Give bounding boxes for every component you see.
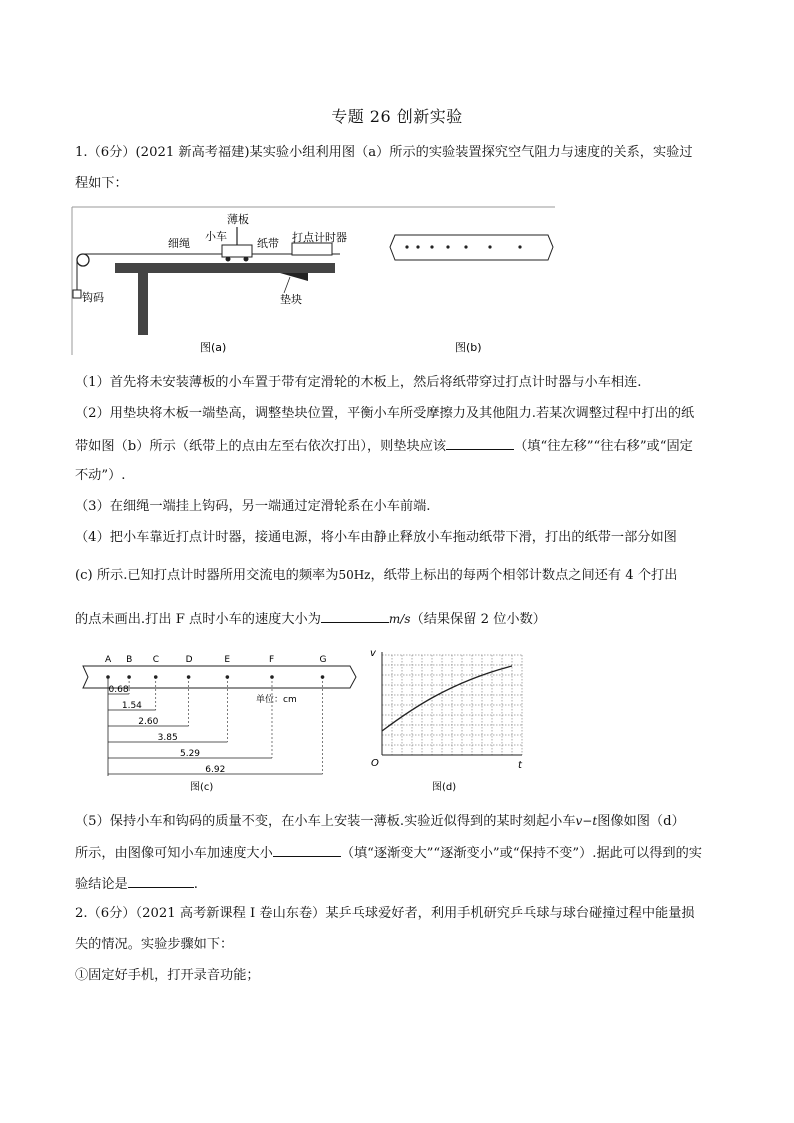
dimension-label: 6.92: [205, 765, 226, 775]
axis-t-label: t: [518, 760, 522, 771]
timer-icon: [292, 243, 332, 255]
label-block: 垫块: [280, 293, 302, 306]
answer-blank-1[interactable]: [446, 435, 514, 450]
q1-step5-line1a: （5）保持小车和钩码的质量不变，在小车上安装一薄板.实验近似得到的某时刻起小车: [75, 814, 576, 829]
q1-step5-line3b: .: [193, 877, 198, 892]
vt-curve: [382, 666, 512, 731]
q1-stem-line2: 程如下：: [75, 176, 128, 191]
q1-step1: （1）首先将未安装薄板的小车置于带有定滑轮的木板上，然后将纸带穿过打点计时器与小车相连.: [75, 375, 642, 390]
q1-step4-line3a: 的点未画出.打出 F 点时小车的速度大小为: [75, 612, 321, 627]
block-icon: [280, 273, 308, 281]
origin-label: O: [371, 758, 379, 769]
q1-step4-line1: （4）把小车靠近打点计时器，接通电源，将小车由静止释放小车拖动纸带下滑，打出的纸带一部分如图: [75, 530, 677, 545]
q2-step1: ①固定好手机，打开录音功能；: [75, 968, 260, 983]
q1-step5-line3a: 验结论是: [75, 877, 128, 892]
q1-step2-line2: [75, 435, 693, 457]
q1-step5-line1: [75, 811, 685, 832]
q1-stem-line1: 1.（6分）(2021 新高考福建)某实验小组利用图（a）所示的实验装置探究空气阻力与速度的关系，实验过: [75, 145, 693, 160]
q2-stem-line2: 失的情况。实验步骤如下：: [75, 937, 234, 952]
q1-step5-line3: [75, 873, 198, 895]
q1-step5-line2b: （填“逐渐变大”“逐渐变小”或“保持不变”）.据此可以得到的实: [340, 846, 702, 861]
q1-unit: m/s: [388, 612, 411, 626]
axis-v-label: v: [370, 648, 376, 659]
figure-d: [370, 648, 530, 796]
q1-step2-line1: （2）用垫块将木板一端垫高，调整垫块位置，平衡小车所受摩擦力及其他阻力.若某次调整过程中打出的纸: [75, 406, 695, 421]
answer-blank-2[interactable]: [321, 608, 389, 623]
label-rope: 细绳: [168, 237, 190, 250]
q1-step4-line3b: （结果保留 2 位小数）: [410, 612, 546, 627]
q1-step5-line2a: 所示，由图像可知小车加速度大小: [75, 846, 273, 861]
tape-point-label-g: G: [319, 655, 327, 665]
dimension-label: 2.60: [138, 717, 159, 727]
q1-step5-line2: [75, 842, 702, 864]
answer-blank-4[interactable]: [128, 873, 194, 888]
caption-b: 图(b): [455, 341, 482, 354]
caption-c: 图(c): [190, 782, 214, 793]
caption-d: 图(d): [432, 782, 457, 793]
weight-icon: [73, 290, 81, 298]
answer-blank-3[interactable]: [273, 842, 341, 857]
q1-step3: （3）在细绳一端挂上钩码，另一端通过定滑轮系在小车前端.: [75, 499, 431, 514]
q1-step4-line2: [75, 565, 677, 586]
q1-freq: 50Hz: [338, 568, 371, 582]
q1-step2-line3: 不动”）.: [75, 468, 126, 483]
q1-step4-line2b: ，纸带上标出的每两个相邻计数点之间还有 4 个打出: [370, 568, 678, 583]
label-tape: 纸带: [257, 237, 279, 250]
q1-step5-line1b: 图像如图（d）: [597, 814, 685, 829]
figure-c: [80, 648, 370, 796]
cart-icon: [222, 245, 252, 257]
tape-point-label-c: C: [152, 655, 160, 665]
tape-point-label-d: D: [185, 655, 193, 665]
q1-step4-line2a: (c) 所示.已知打点计时器所用交流电的频率为: [75, 568, 339, 583]
label-timer: 打点计时器: [292, 231, 347, 244]
dimension-label: 5.29: [179, 749, 201, 759]
label-cart: 小车: [205, 230, 227, 243]
q2-stem-line1: 2.（6分）（2021 高考新课程 I 卷山东卷）某乒乓球爱好者，利用手机研究乒乓球与球台碰撞过程中能量损: [75, 906, 695, 921]
dimension-label: 3.85: [157, 733, 178, 743]
label-plate: 薄板: [227, 213, 249, 226]
table-leg: [138, 273, 148, 335]
tape-point-label-f: F: [268, 655, 275, 665]
tape-point-label-e: E: [224, 655, 231, 665]
tape-c-unit: 单位：cm: [256, 695, 297, 705]
tape-point-label-b: B: [126, 655, 133, 665]
dimension-label: 0.68: [108, 685, 129, 695]
q1-step2-line2b: （填“往左移”“往右移”或“固定: [514, 439, 693, 454]
q1-vt: v−t: [575, 814, 598, 828]
page-title: 专题 26 创新实验: [331, 107, 463, 126]
tape-point-label-a: A: [105, 655, 112, 665]
label-weight: 钩码: [82, 291, 104, 304]
figure-a-b: [70, 205, 560, 357]
pulley-icon: [77, 254, 89, 266]
board: [115, 263, 335, 273]
dimension-label: 1.54: [121, 701, 142, 711]
q1-step4-line3: [75, 608, 546, 630]
caption-a: 图(a): [200, 341, 227, 354]
q1-step2-line2a: 带如图（b）所示（纸带上的点由左至右依次打出），则垫块应该: [75, 439, 447, 454]
tape-b: [390, 235, 553, 260]
